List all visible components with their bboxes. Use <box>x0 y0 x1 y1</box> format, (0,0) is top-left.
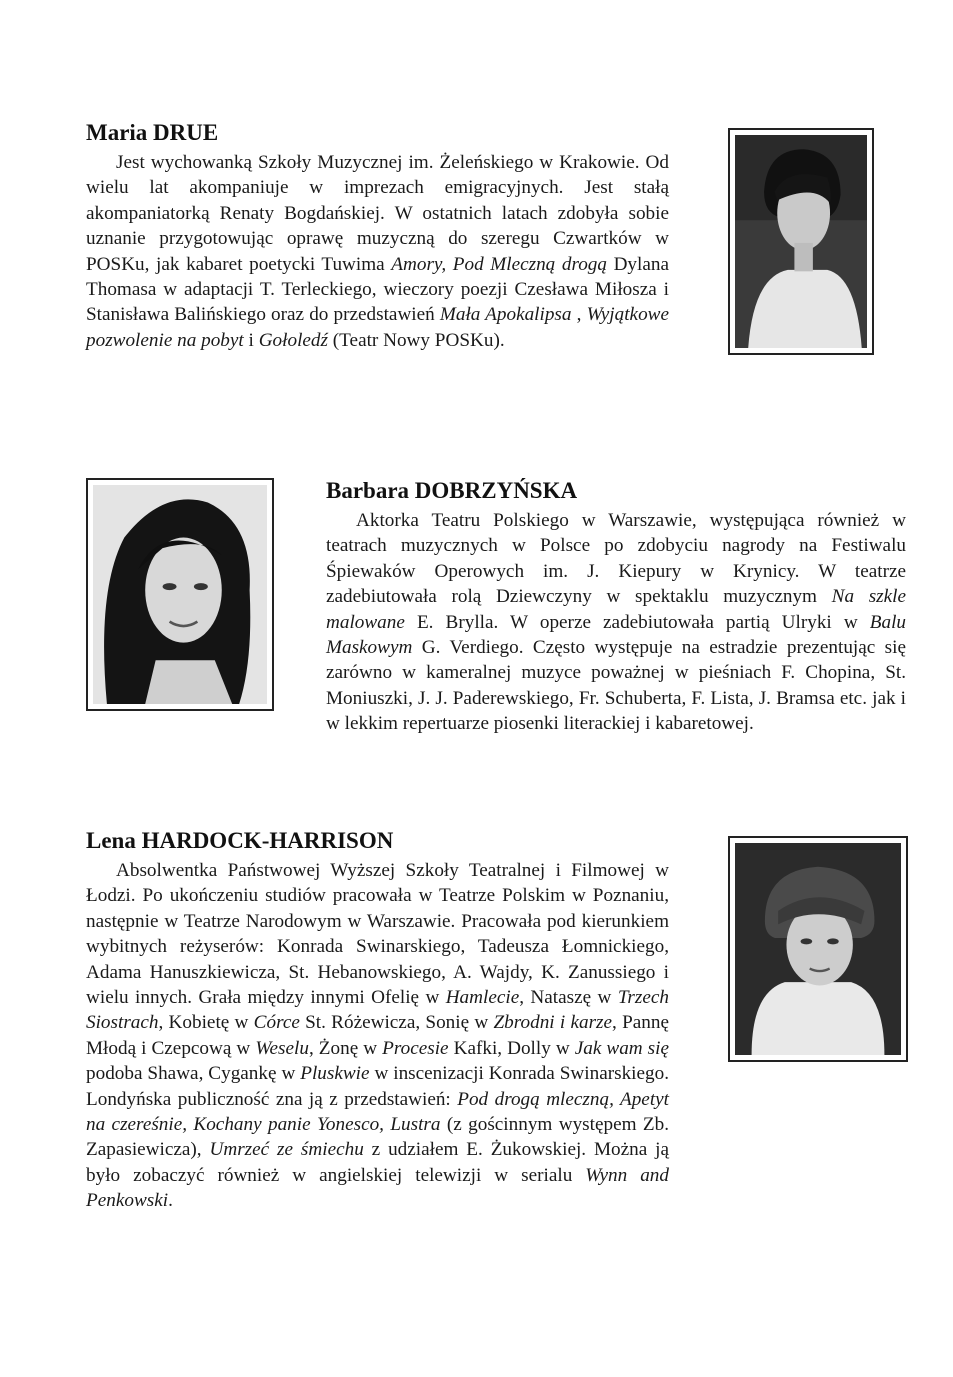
bio-text <box>326 508 906 737</box>
italic-title: Gołoledź <box>258 329 328 351</box>
italic-title: Na szkle malowane <box>326 586 906 633</box>
text-run: w inscenizacji Konrada Swinarskiego. Londyńska publiczność zna ją z przedstawień: <box>86 1063 670 1110</box>
portrait-photo-lena-hardock-harrison <box>728 836 908 1062</box>
bio-maria-drue <box>86 120 669 353</box>
italic-title: Jak wam się <box>574 1037 669 1059</box>
italic-title: Zbrodni i karze <box>493 1012 613 1034</box>
text-run: Aktorka Teatru Polskiego w Warszawie, występująca również w teatrach muzycznych w Polsce po zdobyciu nagrody na Festiwalu Śpiewaków Operowych im. J. Kiepury w Krynicy. W teatrze zadebiutowała rolą Dziewczyny w spektaklu muzycznym <box>326 510 906 608</box>
text-run: Kafki, Dolly w <box>448 1037 575 1059</box>
portrait-photo-barbara-dobrzynska <box>86 478 274 711</box>
text-run: St. Różewicza, Sonię w <box>299 1012 494 1034</box>
italic-title: Trzech Siostrach <box>86 987 669 1034</box>
text-run: . <box>168 1190 173 1212</box>
italic-title: Weselu <box>255 1037 309 1059</box>
text-run: i <box>243 329 259 351</box>
bio-lena-hardock-harrison <box>86 828 669 1214</box>
italic-title: Amory, Pod Mleczną drogą <box>391 253 607 275</box>
portrait-photo-maria-drue <box>728 128 874 355</box>
text-run: , Pannę Młodą i Czepcową w <box>86 1012 669 1059</box>
text-run: G. Verdiego. Często występuje na estradzie prezentując się zarówno w kameralnej muzyce poważnej w pieśniach F. Chopina, St. Moniuszki, J. J. Paderewskiego, Fr. Schuberta, F. Lista, J. Bramsa etc. jak i w lekkim repertuarze piosenki literackiej i kabaretowej. <box>326 637 906 735</box>
text-run: (z gościnnym występem Zb. Zapasiewicza), <box>86 1114 670 1161</box>
italic-title: Wynn and Penkowski <box>86 1164 669 1212</box>
text-run: z udziałem E. Żukowskiej. Można ją było zobaczyć również w angielskiej telewizji w serialu <box>86 1139 669 1186</box>
text-run: Jest wychowanką Szkoły Muzycznej im. Żeleńskiego w Krakowie. Od wielu lat akompaniuje w imprezach emigracyjnych. Jest stałą akompaniatorką Renaty Bogdańskiej. W ostatnich latach zdobyła sobie uznanie przygotowując oprawę muzyczną do szeregu Czwartków w POSKu, jak kabaret poetycki Tuwima <box>86 152 669 275</box>
text-run: Absolwentka Państwowej Wyższej Szkoły Teatralnej i Filmowej w Łodzi. Po ukończeniu studiów pracowała w Teatrze Polskim w Poznaniu, następnie w Teatrze Narodowym w Warszawie. Pracowała pod kierunkiem wybitnych reżyserów: Konrada Swinarskiego, Tadeusza Łomnickiego, Adama Hanuszkiewicza, St. Hebanowskiego, A. Wajdy, K. Zanussiego i wielu innych. Grała między innymi Ofelię w <box>86 860 669 1009</box>
italic-title: Hamlecie <box>445 987 520 1009</box>
italic-title: Umrzeć ze śmiechu <box>209 1139 364 1161</box>
text-run: , <box>571 304 587 326</box>
bio-name: Lena HARDOCK-HARRISON <box>86 828 394 853</box>
text-run: E. Brylla. W operze zadebiutowała partią Ulryki w <box>404 611 870 633</box>
text-run: (Teatr Nowy POSKu). <box>327 329 505 351</box>
italic-title: Procesie <box>382 1037 449 1059</box>
bio-text <box>86 150 669 353</box>
text-run: Dylana Thomasa w adaptacji T. Terleckiego, wieczory poezji Czesława Miłosza i Stanisława Balińskiego oraz do przedstawień <box>86 253 669 326</box>
bio-barbara-dobrzynska <box>326 478 906 737</box>
bio-name: Barbara DOBRZYŃSKA <box>326 478 578 503</box>
bio-name: Maria DRUE <box>86 120 219 145</box>
italic-title: Pod drogą mleczną, Apetyt na czereśnie, Kochany panie Yonesco, Lustra <box>86 1088 669 1136</box>
text-run: podoba Shawa, Cygankę w <box>86 1063 301 1085</box>
text-run: , Kobietę w <box>158 1012 254 1034</box>
italic-title: Wyjątkowe pozwolenie na pobyt <box>86 304 669 351</box>
bio-text <box>86 858 669 1214</box>
italic-title: Córce <box>253 1012 300 1034</box>
italic-title: Pluskwie <box>300 1063 370 1085</box>
text-run: , Nataszę w <box>519 987 618 1009</box>
text-run: , Żonę w <box>308 1037 383 1059</box>
italic-title: Balu Maskowym <box>326 611 906 659</box>
italic-title: Mała Apokalipsa <box>439 304 572 326</box>
